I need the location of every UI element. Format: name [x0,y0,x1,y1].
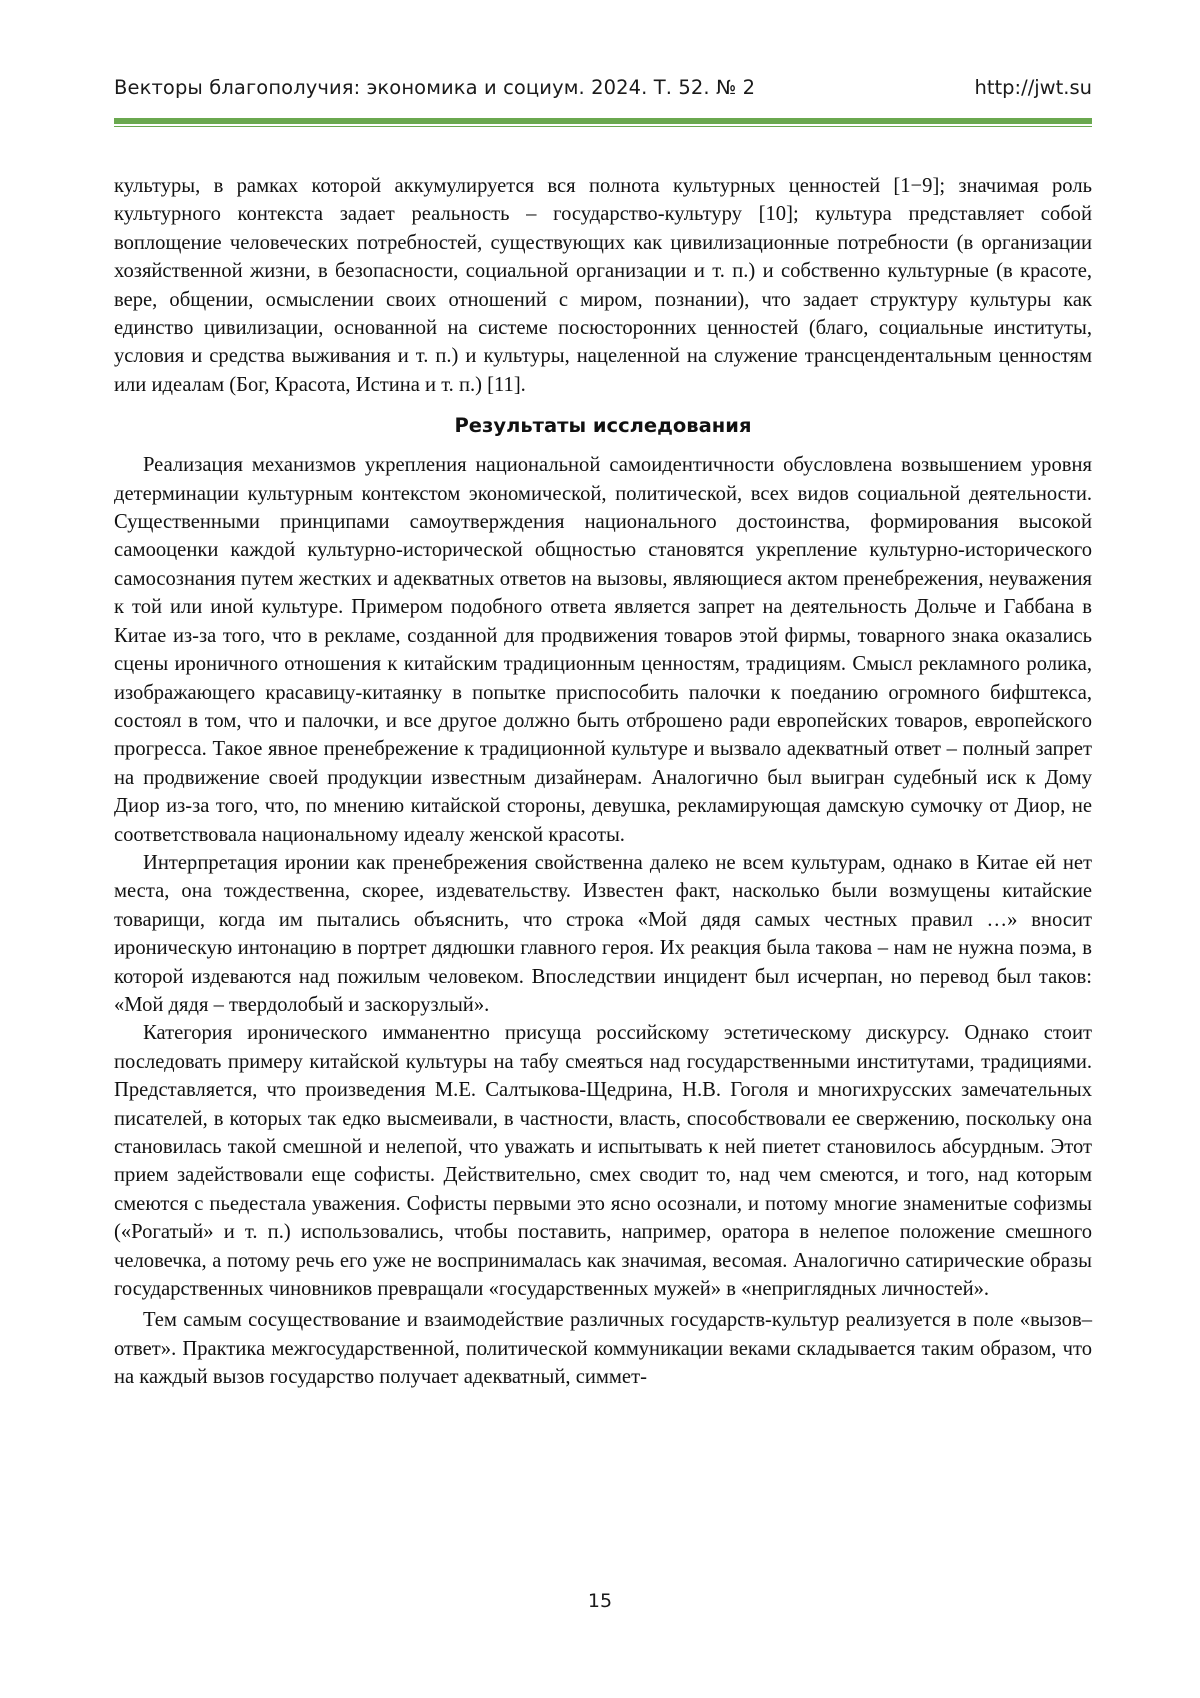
body-paragraph: Категория иронического имманентно присуща российскому эстетическому дискурсу. Однако стоит последовать примеру китайской культуры на табу смеяться над государственными институтами, традициями. Представляется, что произведения М.Е. Салтыкова-Щедрина, Н.В. Гоголя и многихрусских замечательных писателей, в которых так едко высмеивали, в частности, власть, способствовали ее свержению, поскольку она становилась такой смешной и нелепой, что уважать и испытывать к ней пиетет становилось абсурдным. Этот прием задействовали еще софисты. Действительно, смех сводит то, над чем смеются, и того, над которым смеются с пьедестала уважения. Софисты первыми это ясно осознали, и потому многие знаменитые софизмы («Рогатый» и т. п.) использовались, чтобы поставить, например, оратора в нелепое положение смешного человечка, а потому речь его уже не воспринималась как значимая, весомая. Аналогично сатирические образы государственных чиновников превращали «государственных мужей» в «неприглядных личностей». [114,1022,1092,1301]
article-body [114,172,1092,1392]
journal-url[interactable]: http://jwt.su [974,76,1092,99]
page-number: 15 [587,1590,613,1612]
section-heading: Результаты исследования [454,414,752,438]
running-header [114,76,1092,110]
body-paragraph: Тем самым сосуществование и взаимодействие различных государств-культур реализуется в поле «вызов–ответ». Практика межгосударственной, политической коммуникации веками складывается таким образом, что на каждый вызов государство получает адекватный, симмет- [114,1309,1092,1389]
body-paragraph: Реализация механизмов укрепления национальной самоидентичности обусловлена возвышением уровня детерминации культурным контекстом экономической, политической, всех видов социальной деятельности. Существенными принципами самоутверждения национального достоинства, формирования высокой самооценки каждой культурно-исторической общностью становятся укрепление культурно-исторического самосознания путем жестких и адекватных ответов на вызовы, являющиеся актом пренебрежения, неуважения к той или иной культуре. Примером подобного ответа является запрет на деятельность Дольче и Габбана в Китае из-за того, что в рекламе, созданной для продвижения товаров этой фирмы, товарного знака оказались сцены ироничного отношения к китайским традиционным ценностям, традициям. Смысл рекламного ролика, изображающего красавицу-китаянку в попытке приспособить палочки к поеданию огромного бифштекса, состоял в том, что и палочки, и все другое должно быть отброшено ради европейских товаров, европейского прогресса. Такое явное пренебрежение к традиционной культуре и вызвало адекватный ответ – полный запрет на продвижение своей продукции известным дизайнерам. Аналогично был выигран судебный иск к Дому Диор из-за того, что, по мнению китайской стороны, девушка, рекламирующая дамскую сумочку от Диор, не соответствовала национальному идеалу женской красоты. [114,454,1092,846]
header-rule-thin [114,126,1092,127]
header-rule [114,118,1092,124]
body-paragraph: Интерпретация иронии как пренебрежения свойственна далеко не всем культурам, однако в Китае ей нет места, она тождественна, скорее, издевательству. Известен факт, насколько были возмущены китайские товарищи, когда им пытались объяснить, что строка «Мой дядя самых честных правил …» вносит ироническую интонацию в портрет дядюшки главного героя. Их реакция была такова – нам не нужна поэма, в которой издеваются над пожилым человеком. Впоследствии инцидент был исчерпан, но перевод был таков: «Мой дядя – твердолобый и заскорузлый». [114,851,1092,1016]
journal-title: Векторы благополучия: экономика и социум. 2024. Т. 52. № 2 [114,76,756,99]
continuation-paragraph: культуры, в рамках которой аккумулируется вся полнота культурных ценностей [1−9]; значимая роль культурного контекста задает реальность – государство-культуру [10]; культура представляет собой воплощение человеческих потребностей, существующих как цивилизационные потребности (в организации хозяйственной жизни, в безопасности, социальной организации и т. п.) и собственно культурные (в красоте, вере, общении, осмыслении своих отношений с миром, познании), что задает структуру культуры как единство цивилизации, основанной на системе посюсторонних ценностей (благо, социальные институты, условия и средства выживания и т. п.) и культуры, нацеленной на служение трансцендентальным ценностям или идеалам (Бог, Красота, Истина и т. п.) [11]. [114,175,1092,396]
